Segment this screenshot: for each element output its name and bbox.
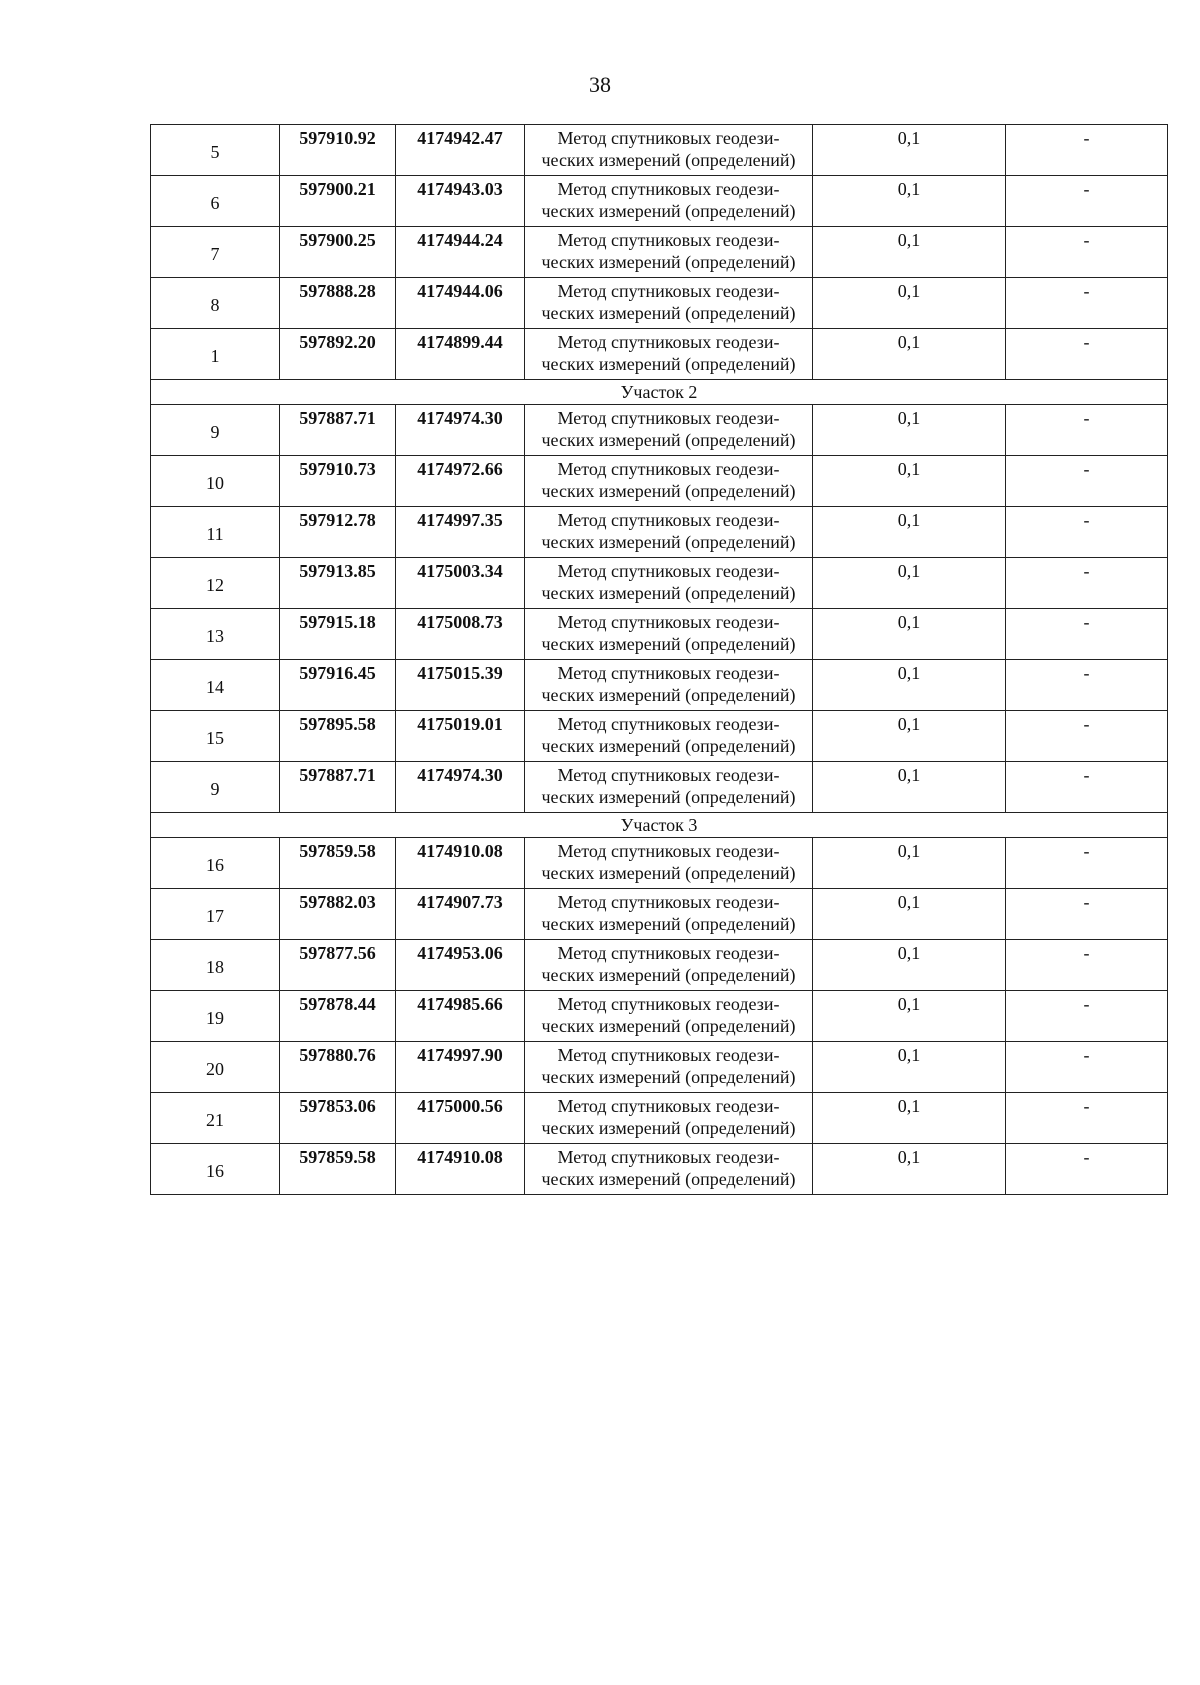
method-line-1: Метод спутниковых геодези- [557,1096,780,1116]
section-title: Участок 2 [151,380,1168,405]
method-cell [525,227,813,278]
point-number-cell: 15 [151,711,280,762]
method-line-1: Метод спутниковых геодези- [557,1045,780,1065]
accuracy-cell: 0,1 [813,991,1006,1042]
method-line-1: Метод спутниковых геодези- [557,892,780,912]
y-coordinate-cell: 4175003.34 [396,558,525,609]
accuracy-cell: 0,1 [813,940,1006,991]
note-cell: - [1006,660,1168,711]
point-number-cell: 17 [151,889,280,940]
y-coordinate-cell: 4174899.44 [396,329,525,380]
method-cell [525,558,813,609]
method-line-1: Метод спутниковых геодези- [557,561,780,581]
accuracy-cell: 0,1 [813,889,1006,940]
method-line-1: Метод спутниковых геодези- [557,459,780,479]
y-coordinate-cell: 4174985.66 [396,991,525,1042]
point-number-cell: 14 [151,660,280,711]
point-number-cell: 12 [151,558,280,609]
method-line-2: ческих измерений (определений) [541,583,796,603]
accuracy-cell: 0,1 [813,660,1006,711]
section-header-row [151,380,1168,405]
accuracy-cell: 0,1 [813,278,1006,329]
table-row [151,456,1168,507]
method-line-1: Метод спутниковых геодези- [557,994,780,1014]
accuracy-cell: 0,1 [813,1093,1006,1144]
table-row [151,1093,1168,1144]
x-coordinate-cell: 597916.45 [280,660,396,711]
method-line-1: Метод спутниковых геодези- [557,179,780,199]
x-coordinate-cell: 597887.71 [280,762,396,813]
x-coordinate-cell: 597913.85 [280,558,396,609]
x-coordinate-cell: 597895.58 [280,711,396,762]
method-line-2: ческих измерений (определений) [541,481,796,501]
x-coordinate-cell: 597910.73 [280,456,396,507]
y-coordinate-cell: 4174907.73 [396,889,525,940]
method-cell [525,176,813,227]
x-coordinate-cell: 597900.25 [280,227,396,278]
y-coordinate-cell: 4174943.03 [396,176,525,227]
coordinates-table [150,124,1168,1195]
y-coordinate-cell: 4174944.24 [396,227,525,278]
method-line-2: ческих измерений (определений) [541,965,796,985]
point-number-cell: 20 [151,1042,280,1093]
point-number-cell: 18 [151,940,280,991]
accuracy-cell: 0,1 [813,558,1006,609]
point-number-cell: 8 [151,278,280,329]
y-coordinate-cell: 4174974.30 [396,762,525,813]
method-line-1: Метод спутниковых геодези- [557,612,780,632]
accuracy-cell: 0,1 [813,838,1006,889]
note-cell: - [1006,762,1168,813]
method-cell [525,838,813,889]
x-coordinate-cell: 597887.71 [280,405,396,456]
table-row [151,278,1168,329]
note-cell: - [1006,456,1168,507]
accuracy-cell: 0,1 [813,227,1006,278]
note-cell: - [1006,176,1168,227]
table-row [151,940,1168,991]
method-line-2: ческих измерений (определений) [541,1016,796,1036]
table-row [151,609,1168,660]
y-coordinate-cell: 4175015.39 [396,660,525,711]
method-line-1: Метод спутниковых геодези- [557,281,780,301]
method-line-2: ческих измерений (определений) [541,1118,796,1138]
point-number-cell: 9 [151,405,280,456]
note-cell: - [1006,329,1168,380]
note-cell: - [1006,278,1168,329]
method-line-1: Метод спутниковых геодези- [557,714,780,734]
table-row [151,329,1168,380]
method-cell [525,889,813,940]
point-number-cell: 1 [151,329,280,380]
note-cell: - [1006,558,1168,609]
note-cell: - [1006,1144,1168,1195]
accuracy-cell: 0,1 [813,329,1006,380]
table-row [151,991,1168,1042]
method-cell [525,609,813,660]
note-cell: - [1006,1093,1168,1144]
method-cell [525,278,813,329]
method-cell [525,991,813,1042]
method-cell [525,405,813,456]
method-line-1: Метод спутниковых геодези- [557,943,780,963]
x-coordinate-cell: 597877.56 [280,940,396,991]
y-coordinate-cell: 4175000.56 [396,1093,525,1144]
y-coordinate-cell: 4174972.66 [396,456,525,507]
y-coordinate-cell: 4174910.08 [396,838,525,889]
page-number: 38 [589,72,611,97]
method-cell [525,711,813,762]
accuracy-cell: 0,1 [813,405,1006,456]
method-line-2: ческих измерений (определений) [541,354,796,374]
x-coordinate-cell: 597915.18 [280,609,396,660]
table-row [151,889,1168,940]
accuracy-cell: 0,1 [813,762,1006,813]
method-cell [525,1144,813,1195]
table-row [151,507,1168,558]
point-number-cell: 19 [151,991,280,1042]
y-coordinate-cell: 4175019.01 [396,711,525,762]
x-coordinate-cell: 597859.58 [280,1144,396,1195]
note-cell: - [1006,609,1168,660]
method-line-2: ческих измерений (определений) [541,252,796,272]
table-row [151,405,1168,456]
table-row [151,1042,1168,1093]
method-line-2: ческих измерений (определений) [541,1169,796,1189]
point-number-cell: 6 [151,176,280,227]
accuracy-cell: 0,1 [813,456,1006,507]
table-row [151,838,1168,889]
table-row [151,558,1168,609]
method-cell [525,125,813,176]
point-number-cell: 5 [151,125,280,176]
method-line-1: Метод спутниковых геодези- [557,765,780,785]
coordinates-table-body [151,125,1168,1195]
method-line-1: Метод спутниковых геодези- [557,332,780,352]
method-cell [525,456,813,507]
point-number-cell: 16 [151,1144,280,1195]
section-header-row [151,813,1168,838]
note-cell: - [1006,889,1168,940]
method-line-2: ческих измерений (определений) [541,150,796,170]
y-coordinate-cell: 4174974.30 [396,405,525,456]
method-line-2: ческих измерений (определений) [541,736,796,756]
method-line-1: Метод спутниковых геодези- [557,663,780,683]
method-line-1: Метод спутниковых геодези- [557,510,780,530]
accuracy-cell: 0,1 [813,711,1006,762]
note-cell: - [1006,227,1168,278]
note-cell: - [1006,507,1168,558]
method-line-2: ческих измерений (определений) [541,1067,796,1087]
y-coordinate-cell: 4174997.35 [396,507,525,558]
table-row [151,762,1168,813]
table-row [151,711,1168,762]
method-line-2: ческих измерений (определений) [541,634,796,654]
accuracy-cell: 0,1 [813,1144,1006,1195]
note-cell: - [1006,940,1168,991]
point-number-cell: 13 [151,609,280,660]
method-line-1: Метод спутниковых геодези- [557,128,780,148]
method-cell [525,1093,813,1144]
x-coordinate-cell: 597892.20 [280,329,396,380]
method-line-2: ческих измерений (определений) [541,914,796,934]
method-cell [525,329,813,380]
y-coordinate-cell: 4174944.06 [396,278,525,329]
x-coordinate-cell: 597859.58 [280,838,396,889]
table-row [151,1144,1168,1195]
accuracy-cell: 0,1 [813,507,1006,558]
note-cell: - [1006,405,1168,456]
method-cell [525,1042,813,1093]
point-number-cell: 11 [151,507,280,558]
note-cell: - [1006,125,1168,176]
method-cell [525,660,813,711]
table-row [151,125,1168,176]
method-cell [525,762,813,813]
method-line-1: Метод спутниковых геодези- [557,841,780,861]
table-row [151,227,1168,278]
accuracy-cell: 0,1 [813,609,1006,660]
section-title: Участок 3 [151,813,1168,838]
x-coordinate-cell: 597878.44 [280,991,396,1042]
table-row [151,176,1168,227]
x-coordinate-cell: 597882.03 [280,889,396,940]
method-line-2: ческих измерений (определений) [541,685,796,705]
note-cell: - [1006,991,1168,1042]
y-coordinate-cell: 4174910.08 [396,1144,525,1195]
point-number-cell: 16 [151,838,280,889]
note-cell: - [1006,838,1168,889]
method-line-2: ческих измерений (определений) [541,863,796,883]
x-coordinate-cell: 597910.92 [280,125,396,176]
method-line-2: ческих измерений (определений) [541,303,796,323]
method-line-2: ческих измерений (определений) [541,532,796,552]
method-line-2: ческих измерений (определений) [541,430,796,450]
accuracy-cell: 0,1 [813,125,1006,176]
y-coordinate-cell: 4174942.47 [396,125,525,176]
accuracy-cell: 0,1 [813,1042,1006,1093]
y-coordinate-cell: 4174953.06 [396,940,525,991]
x-coordinate-cell: 597880.76 [280,1042,396,1093]
method-line-2: ческих измерений (определений) [541,201,796,221]
method-line-1: Метод спутниковых геодези- [557,408,780,428]
method-line-2: ческих измерений (определений) [541,787,796,807]
y-coordinate-cell: 4174997.90 [396,1042,525,1093]
point-number-cell: 10 [151,456,280,507]
note-cell: - [1006,711,1168,762]
x-coordinate-cell: 597912.78 [280,507,396,558]
note-cell: - [1006,1042,1168,1093]
x-coordinate-cell: 597888.28 [280,278,396,329]
method-cell [525,507,813,558]
x-coordinate-cell: 597900.21 [280,176,396,227]
y-coordinate-cell: 4175008.73 [396,609,525,660]
point-number-cell: 9 [151,762,280,813]
method-line-1: Метод спутниковых геодези- [557,230,780,250]
method-cell [525,940,813,991]
point-number-cell: 7 [151,227,280,278]
point-number-cell: 21 [151,1093,280,1144]
table-row [151,660,1168,711]
method-line-1: Метод спутниковых геодези- [557,1147,780,1167]
accuracy-cell: 0,1 [813,176,1006,227]
x-coordinate-cell: 597853.06 [280,1093,396,1144]
